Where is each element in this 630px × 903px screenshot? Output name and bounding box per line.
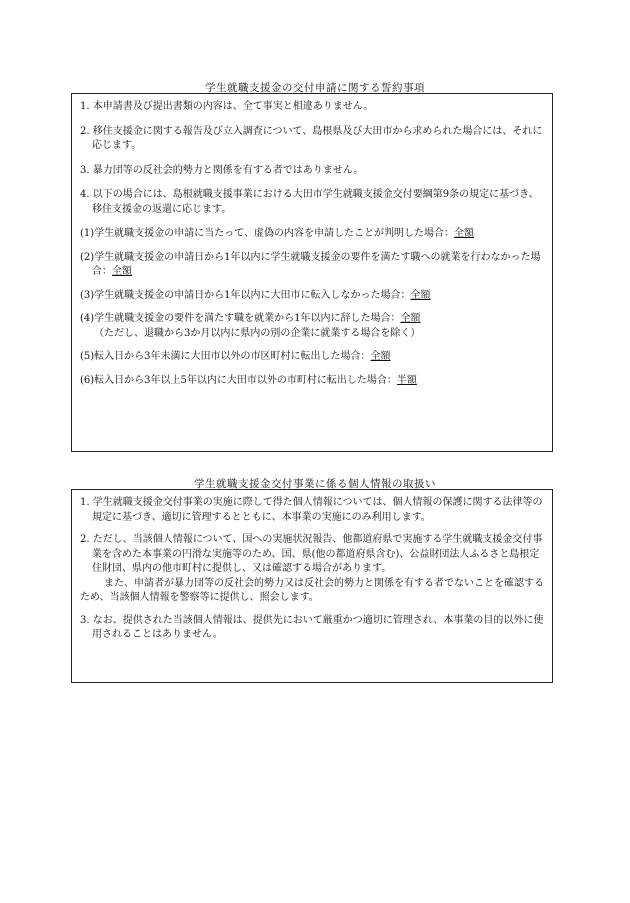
pledge-item-3: 3. 暴力団等の反社会的勢力と関係を有する者ではありません。 bbox=[80, 164, 364, 176]
condition-text: (6)転入日から3年以上5年以内に大田市以外の市町村に転出した場合： bbox=[80, 374, 397, 386]
pledge-title: 学生就職支援金の交付申請に関する誓約事項 bbox=[205, 82, 425, 94]
privacy-item-1: 1. 学生就職支援金交付事業の実施に際して得た個人情報については、個人情報の保護に関する法律等の規定に基づき、適切に管理するとともに、本事業の実施にのみ利用します。 bbox=[80, 497, 543, 523]
condition-amount: 半額 bbox=[396, 374, 417, 386]
condition-amount: 全額 bbox=[410, 289, 431, 301]
condition-1 bbox=[80, 227, 544, 242]
condition-text: (3)学生就職支援金の申請日から1年以内に大田市に転入しなかった場合： bbox=[80, 289, 411, 301]
condition-text: (2)学生就職支援金の申請日から1年以内に学生就職支援金の要件を満たす職への就業を行わなかった場合： bbox=[80, 251, 541, 277]
pledge-item-1: 1. 本申請書及び提出書類の内容は、全て事実と相違ありません。 bbox=[80, 101, 374, 112]
pledge-item-2: 2. 移住支援金に関する報告及び立入調査について、島根県及び大田市から求められた場合には、それに応じます。 bbox=[80, 125, 543, 151]
privacy-item-3: 3. なお、提供された当該個人情報は、提供先において厳重かつ適切に管理され、本事業の目的以外に使用されることはありません。 bbox=[80, 614, 544, 640]
condition-amount: 全額 bbox=[112, 266, 132, 277]
condition-note: （ただし、退職から3か月以内に県内の別の企業に就業する場合を除く） bbox=[94, 327, 421, 339]
condition-3 bbox=[80, 289, 544, 304]
condition-4 bbox=[80, 312, 544, 341]
privacy-item-2: 2. ただし、当該個人情報について、国への実施状況報告、他都道府県で実施する学生就職支援金交付事業を含めた本事業の円滑な実施等のため、国、県(他の都道府県含む)、公益財団法人ふるさと島根定住財団、県内の他市町村に提供し、又は確認する場合があります。 bbox=[80, 534, 543, 574]
pledge-item-4: 4. 以下の場合には、島根就職支援事業における大田市学生就職支援金交付要綱第9条の規定に基づき、移住支援金の返還に応じます。 bbox=[80, 189, 539, 215]
condition-amount: 全額 bbox=[400, 313, 421, 324]
privacy-box bbox=[71, 489, 553, 683]
condition-2 bbox=[80, 251, 544, 280]
condition-6 bbox=[80, 374, 544, 389]
condition-text: (1)学生就職支援金の申請に当たって、虚偽の内容を申請したことが判明した場合： bbox=[80, 228, 454, 239]
pledge-box bbox=[71, 93, 553, 452]
condition-text: (4)学生就職支援金の要件を満たす職を就業から1年以内に辞した場合： bbox=[80, 313, 401, 324]
condition-amount: 全額 bbox=[370, 351, 391, 362]
privacy-title: 学生就職支援金交付事業に係る個人情報の取扱い bbox=[194, 478, 436, 490]
condition-text: (5)転入日から3年未満に大田市以外の市区町村に転出した場合： bbox=[80, 351, 371, 362]
privacy-item-2-note: また、申請者が暴力団等の反社会的勢力又は反社会的勢力と関係を有する者でないことを確認するため、当該個人情報を警察等に提供し、照会します。 bbox=[80, 577, 544, 603]
condition-5 bbox=[80, 350, 544, 365]
condition-amount: 全額 bbox=[453, 228, 474, 239]
